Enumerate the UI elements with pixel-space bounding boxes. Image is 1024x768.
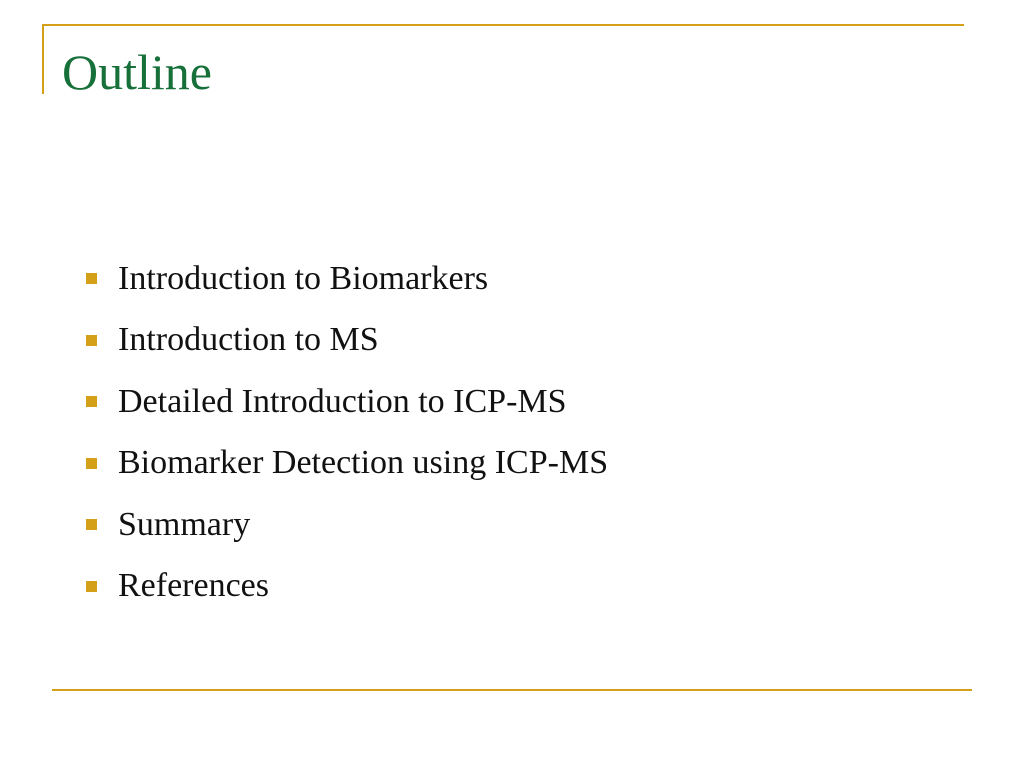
bullet-text: Detailed Introduction to ICP-MS <box>118 382 567 420</box>
square-bullet-icon <box>86 458 97 469</box>
bullet-text: Introduction to MS <box>118 321 379 359</box>
left-accent-rule <box>42 24 44 94</box>
square-bullet-icon <box>86 581 97 592</box>
bullet-item <box>86 556 608 618</box>
bullet-text: Biomarker Detection using ICP-MS <box>118 444 609 482</box>
square-bullet-icon <box>86 396 97 407</box>
bullet-item <box>86 371 608 433</box>
bullet-item <box>86 494 608 556</box>
square-bullet-icon <box>86 273 97 284</box>
bullet-text: Introduction to Biomarkers <box>118 259 489 297</box>
bullet-item <box>86 310 608 372</box>
bullet-list <box>86 248 608 617</box>
square-bullet-icon <box>86 335 97 346</box>
slide-title: Outline <box>62 44 212 100</box>
bullet-item <box>86 433 608 495</box>
bullet-item <box>86 248 608 310</box>
square-bullet-icon <box>86 519 97 530</box>
bullet-text: References <box>118 567 270 605</box>
bullet-text: Summary <box>118 505 251 543</box>
top-accent-rule <box>42 24 964 26</box>
bottom-accent-rule <box>52 689 972 691</box>
